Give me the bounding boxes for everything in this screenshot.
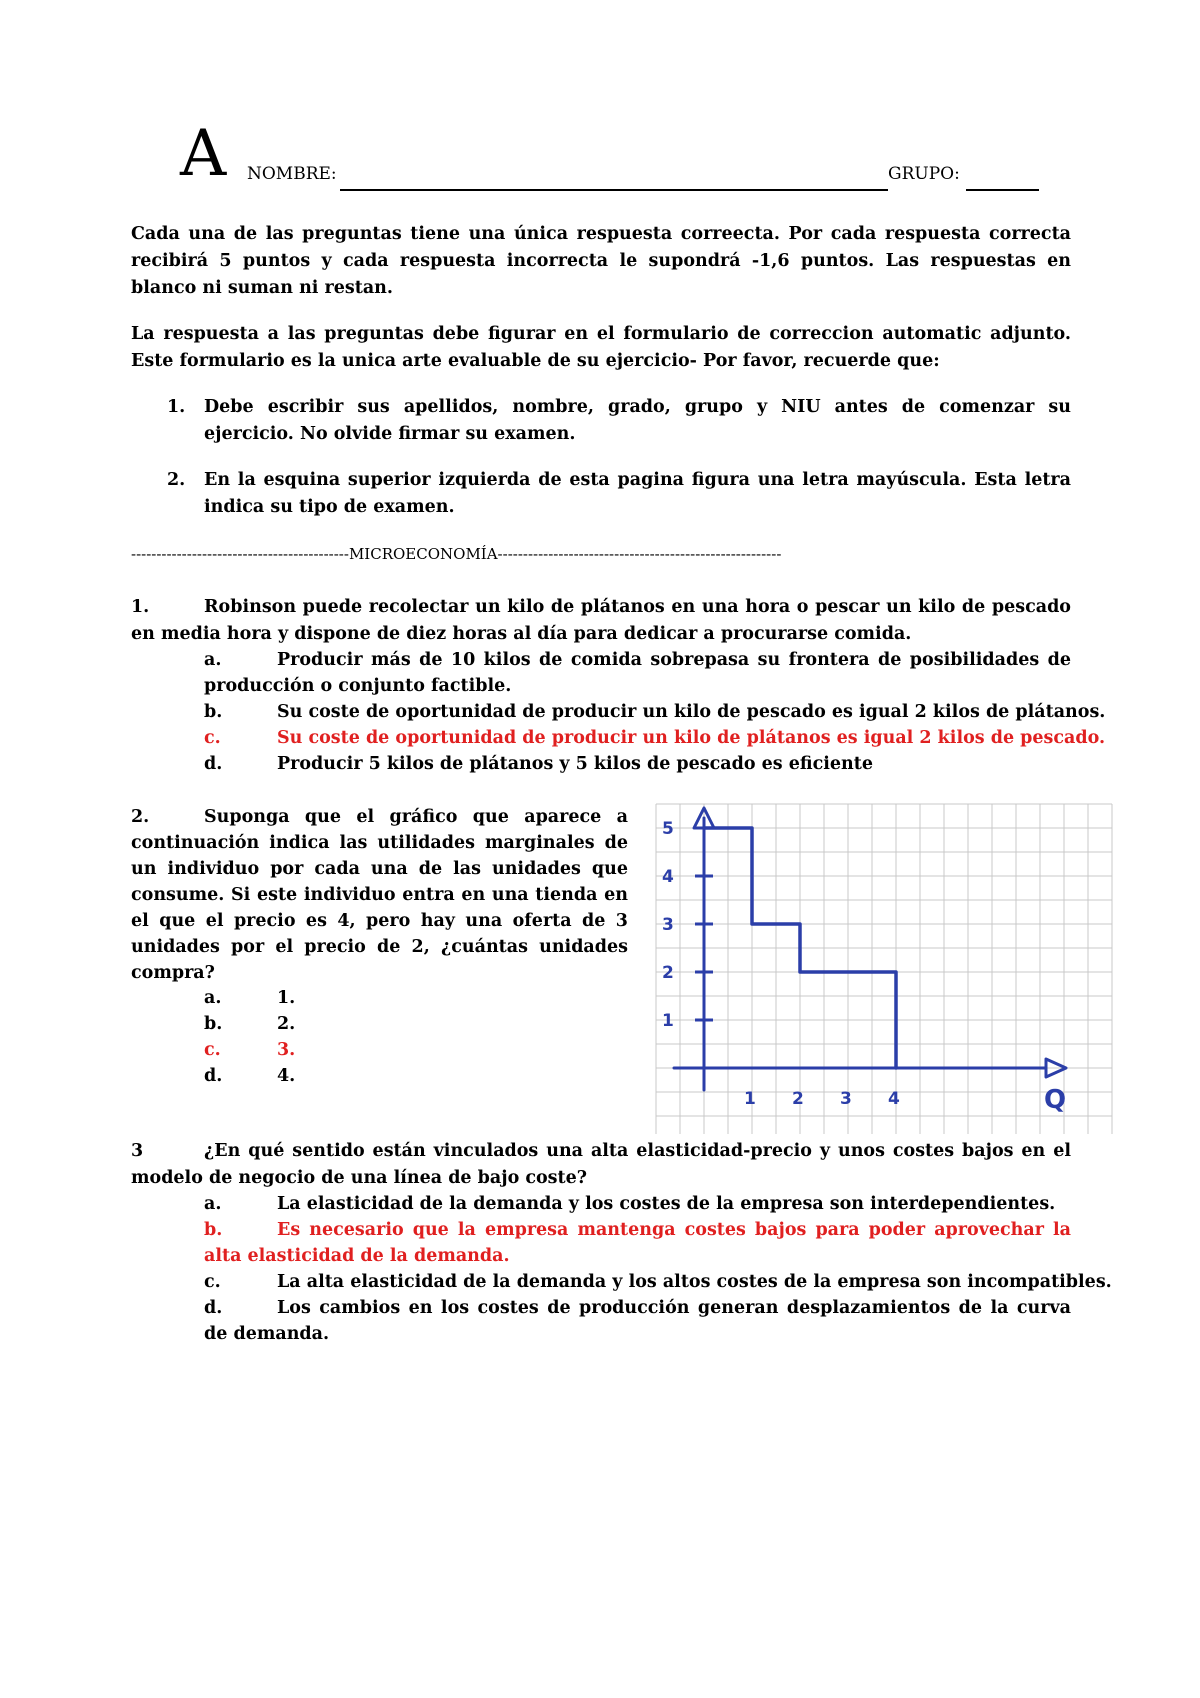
instruction-list-item: En la esquina superior izquierda de esta pagina figura una letra mayúscula. Esta letra indica su tipo de examen. — [204, 470, 1071, 517]
chart-axes — [674, 808, 1066, 1090]
option-text: Su coste de oportunidad de producir un kilo de pescado es igual 2 kilos de plátanos. — [277, 702, 1106, 722]
option-letter-correct: c. — [204, 728, 221, 748]
x-tick-label: 4 — [888, 1089, 900, 1109]
instructions-paragraph-1: Cada una de las preguntas tiene una única respuesta correecta. Por cada respuesta correcta recibirá 5 puntos y cada respuesta incorrecta le supondrá -1,6 puntos. Las respuestas en blanco ni suman ni restan. — [131, 224, 1071, 298]
option-letter: a. — [204, 988, 222, 1008]
option-text: 4. — [277, 1066, 296, 1086]
question-text: ¿En qué sentido están vinculados una alta elasticidad-precio y unos costes bajos en el modelo de negocio de una línea de bajo coste? — [131, 1141, 1071, 1188]
option-text: 1. — [277, 988, 296, 1008]
option-letter-correct: c. — [204, 1040, 221, 1060]
section-divider-microeconomia: -------------------------------------------MICROECONOMÍA-------------------------------------------------------- — [131, 545, 782, 563]
option-letter: d. — [204, 1298, 223, 1318]
option-text-correct: Es necesario que la empresa mantenga costes bajos para poder aprovechar la alta elasticidad de la demanda. — [204, 1220, 1071, 1266]
option-text: La elasticidad de la demanda y los costes de la empresa son interdependientes. — [277, 1194, 1056, 1214]
y-tick-label: 3 — [662, 915, 674, 935]
option-letter: c. — [204, 1272, 221, 1292]
y-tick-label: 4 — [662, 867, 674, 887]
y-tick-label: 2 — [662, 963, 674, 983]
question-number: 1. — [131, 597, 150, 617]
question-text: Robinson puede recolectar un kilo de plátanos en una hora o pescar un kilo de pescado en media hora y dispone de diez horas al día para dedicar a procurarse comida. — [131, 597, 1071, 644]
option-text-correct: 3. — [277, 1040, 296, 1060]
question-text: Suponga que el gráfico que aparece a continuación indica las utilidades marginales de un individuo por cada una de las unidades que consume. Si este individuo entra en una tienda en el que el precio es 4, pero hay una oferta de 3 unidades por el precio de 2, ¿cuántas unidades compra? — [131, 807, 628, 983]
marginal-utility-chart — [646, 798, 1116, 1140]
instruction-list-number: 1. — [167, 397, 186, 417]
y-tick-label: 5 — [662, 819, 674, 839]
option-letter: a. — [204, 1194, 222, 1214]
x-tick-label: 3 — [840, 1089, 852, 1109]
name-blank-line — [340, 189, 888, 191]
name-label: NOMBRE: — [247, 164, 337, 184]
option-text-correct: Su coste de oportunidad de producir un kilo de plátanos es igual 2 kilos de pescado. — [277, 728, 1106, 748]
exam-type-letter: A — [180, 117, 227, 191]
x-tick-label: 2 — [792, 1089, 804, 1109]
group-label: GRUPO: — [888, 164, 960, 184]
option-text: Los cambios en los costes de producción generan desplazamientos de la curva de demanda. — [204, 1298, 1071, 1344]
instruction-list-item: Debe escribir sus apellidos, nombre, grado, grupo y NIU antes de comenzar su ejercicio. No olvide firmar su examen. — [204, 397, 1071, 444]
chart-tick-labels — [662, 819, 1066, 1115]
instructions-paragraph-2: La respuesta a las preguntas debe figurar en el formulario de correccion automatic adjunto. Este formulario es la unica arte evaluable de su ejercicio- Por favor, recuerde que: — [131, 324, 1071, 371]
option-text: Producir más de 10 kilos de comida sobrepasa su frontera de posibilidades de producción o conjunto factible. — [204, 650, 1071, 696]
question-number: 2. — [131, 807, 150, 827]
option-letter: d. — [204, 754, 223, 774]
instruction-list-number: 2. — [167, 470, 186, 490]
y-tick-label: 1 — [662, 1011, 674, 1031]
option-text: Producir 5 kilos de plátanos y 5 kilos de pescado es eficiente — [277, 754, 873, 774]
option-letter: a. — [204, 650, 222, 670]
option-letter: b. — [204, 702, 223, 722]
option-text: 2. — [277, 1014, 296, 1034]
x-tick-label: 1 — [744, 1089, 756, 1109]
option-letter: d. — [204, 1066, 223, 1086]
question-number: 3 — [131, 1141, 144, 1161]
x-axis-label: Q — [1044, 1085, 1067, 1115]
group-blank-line — [966, 189, 1039, 191]
option-text: La alta elasticidad de la demanda y los altos costes de la empresa son incompatibles. — [277, 1272, 1112, 1292]
option-letter: b. — [204, 1014, 223, 1034]
option-letter-correct: b. — [204, 1220, 223, 1240]
